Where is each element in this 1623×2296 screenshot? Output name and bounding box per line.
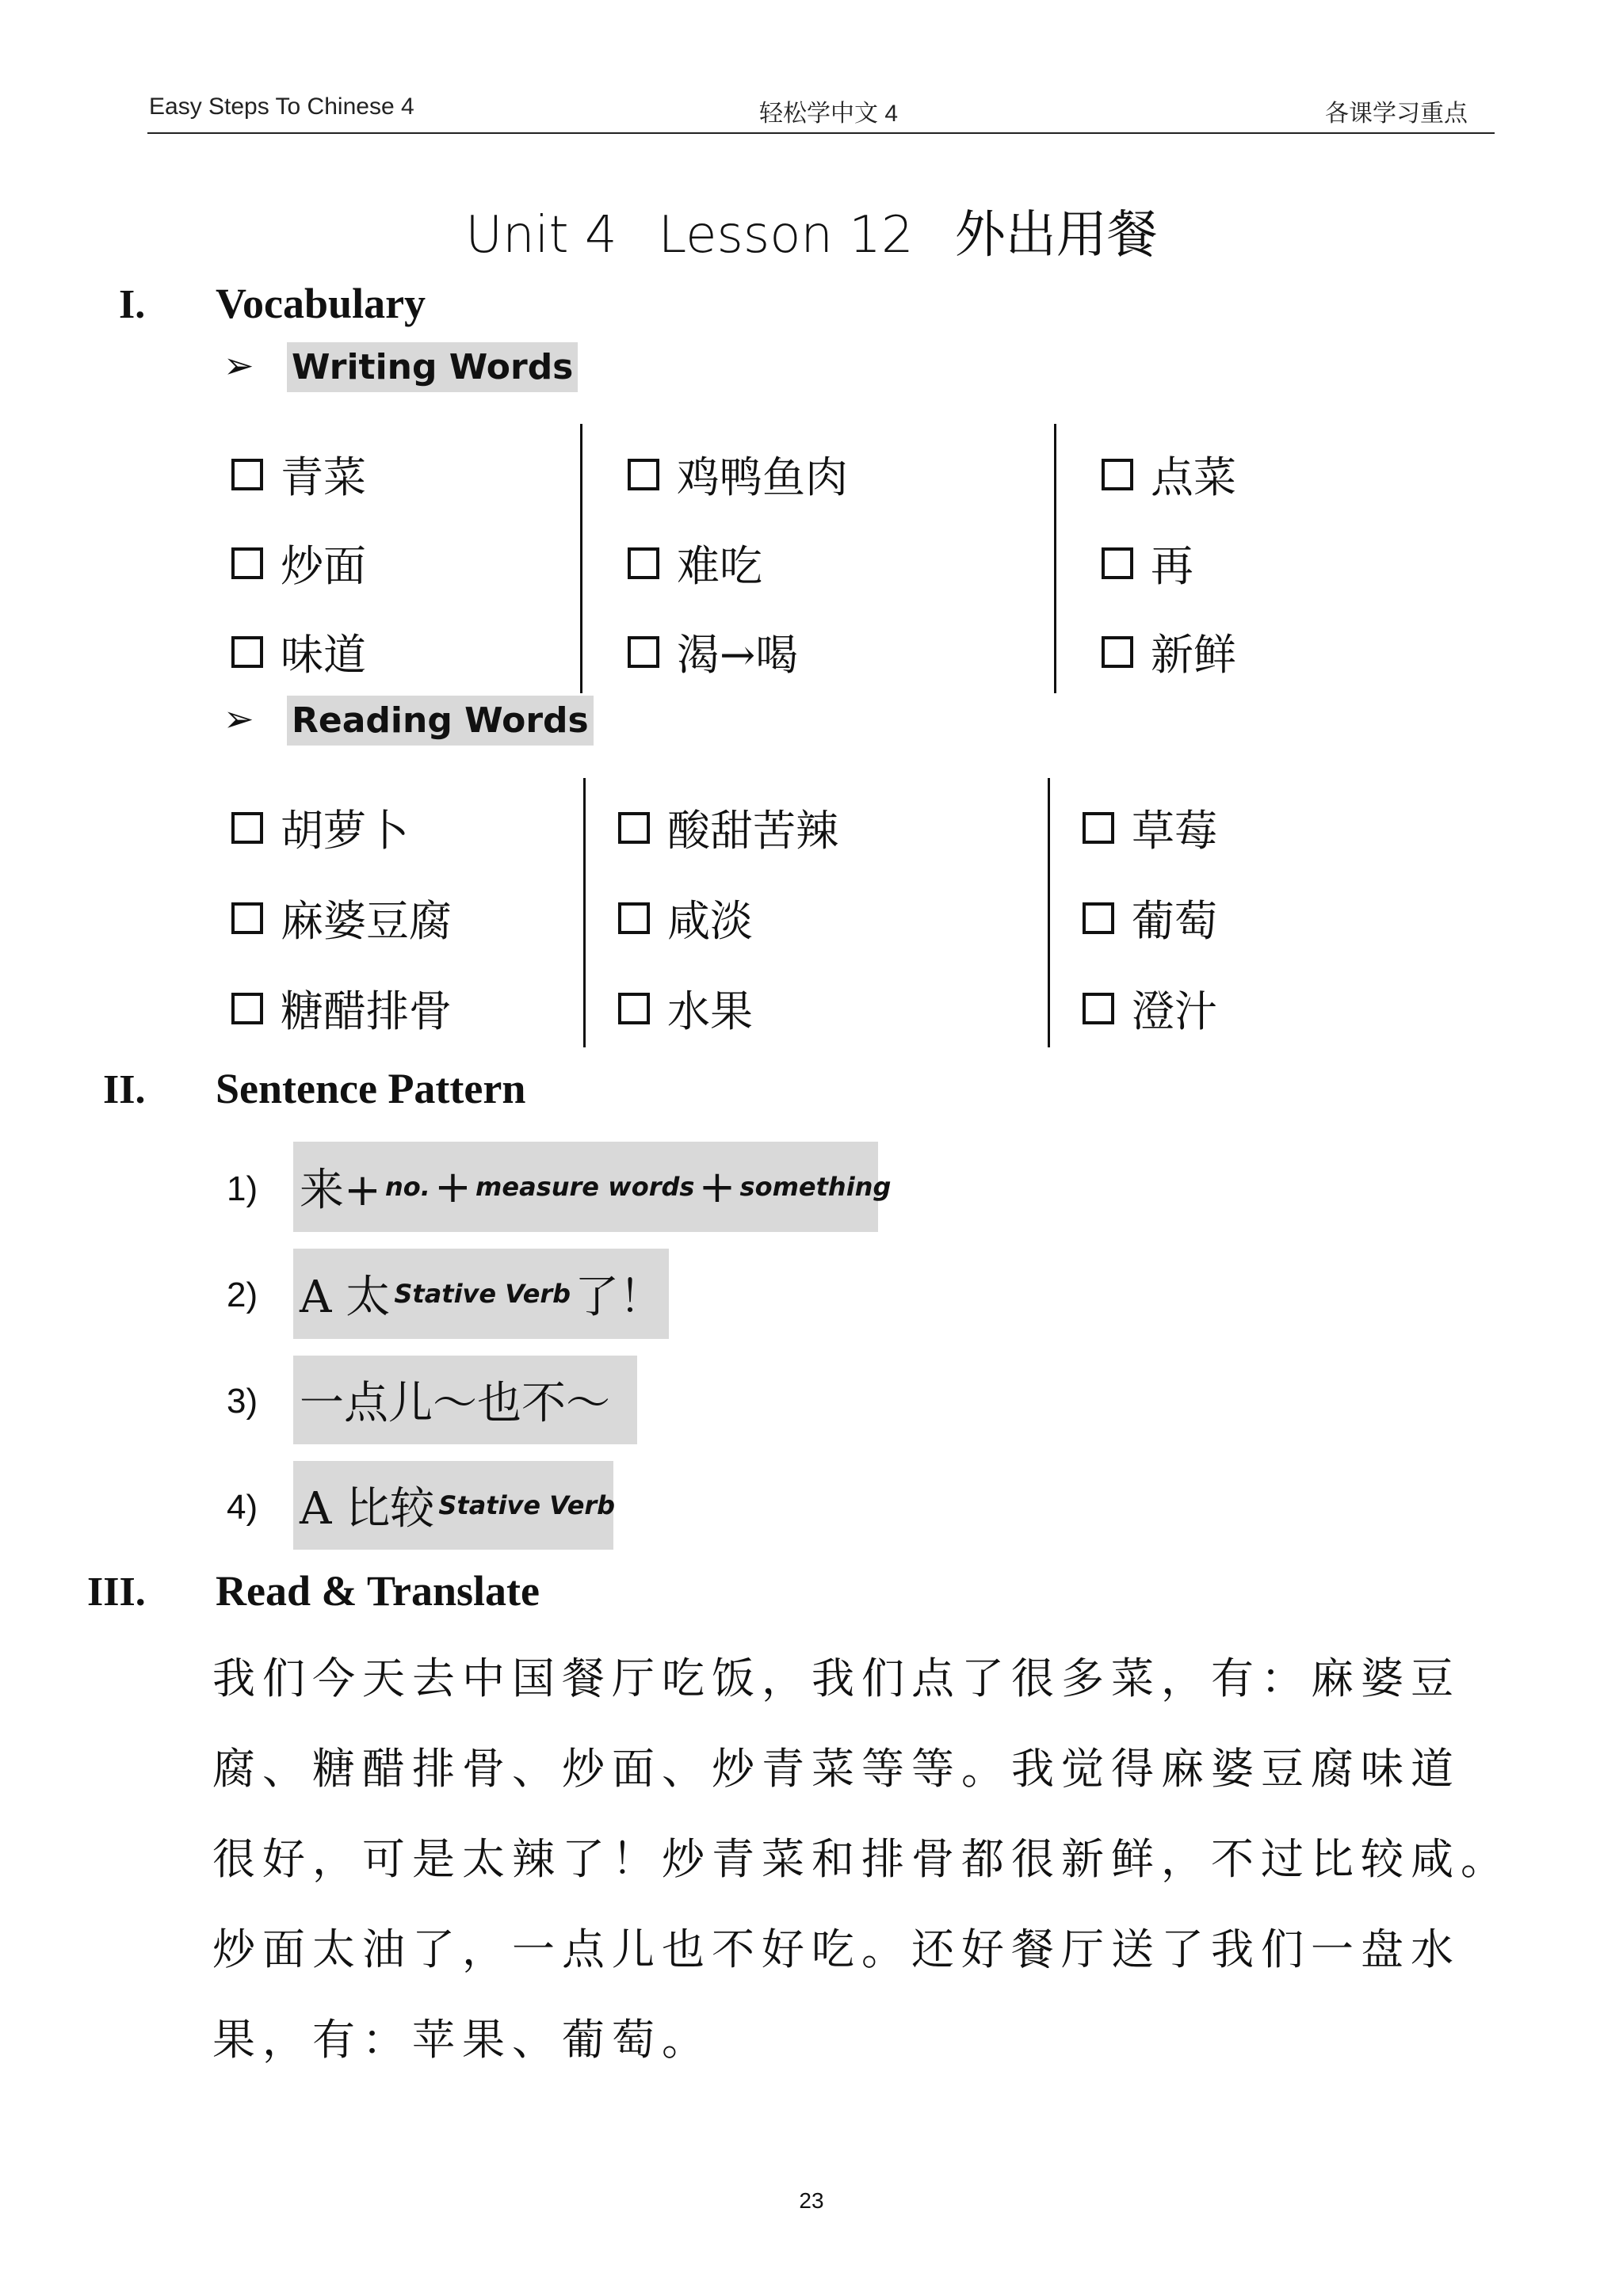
writing-word-item[interactable]: 青菜 — [231, 444, 366, 505]
checkbox-icon[interactable] — [1102, 636, 1133, 668]
writing-word-item[interactable]: 鸡鸭鱼肉 — [628, 444, 848, 505]
reading-word-item[interactable]: 澄汁 — [1083, 978, 1217, 1039]
reading-line: 果，有：苹果、葡萄。 — [212, 2015, 712, 2065]
writing-word-item[interactable]: 再 — [1102, 532, 1193, 593]
checkbox-icon[interactable] — [231, 902, 263, 934]
checkbox-icon[interactable] — [1083, 993, 1114, 1024]
writing-word-item[interactable]: 炒面 — [231, 532, 366, 593]
reading-word-item[interactable]: 葡萄 — [1083, 887, 1217, 948]
reading-word-item[interactable]: 酸甜苦辣 — [618, 797, 838, 858]
pattern-4-number: 4) — [227, 1488, 258, 1527]
checkbox-icon[interactable] — [628, 547, 659, 579]
section-2-number: II. — [103, 1067, 146, 1112]
title-topic: 外出用餐 — [954, 206, 1158, 265]
checkbox-icon[interactable] — [618, 812, 650, 844]
writing-word-item[interactable]: 味道 — [231, 621, 366, 682]
writing-word-item[interactable]: 新鲜 — [1102, 621, 1236, 682]
reading-line: 炒面太油了，一点儿也不好吃。还好餐厅送了我们一盘水 — [212, 1924, 1461, 1974]
writing-word-item[interactable]: 点菜 — [1102, 444, 1236, 505]
writing-word-item[interactable]: 难吃 — [628, 532, 762, 593]
reading-word-item[interactable]: 咸淡 — [618, 887, 753, 948]
pattern-4: A 比较 Stative Verb — [293, 1461, 613, 1550]
pattern-3: 一点儿～也不～ — [293, 1356, 637, 1444]
checkbox-icon[interactable] — [628, 459, 659, 490]
section-3-title: Read & Translate — [216, 1567, 540, 1615]
arrow-bullet-icon: ➢ — [223, 697, 254, 740]
column-divider — [580, 424, 582, 693]
reading-word-item[interactable]: 胡萝卜 — [231, 797, 409, 858]
header-divider — [147, 132, 1495, 134]
reading-words-heading: Reading Words — [287, 696, 594, 746]
page-number: 23 — [799, 2188, 824, 2213]
reading-word-item[interactable]: 麻婆豆腐 — [231, 887, 452, 948]
reading-line: 腐、糖醋排骨、炒面、炒青菜等等。我觉得麻婆豆腐味道 — [212, 1744, 1461, 1794]
pattern-3-number: 3) — [227, 1382, 258, 1421]
section-1-title: Vocabulary — [216, 280, 426, 327]
writing-words-heading: Writing Words — [287, 342, 578, 392]
title-unit: Unit 4 — [465, 206, 617, 265]
checkbox-icon[interactable] — [231, 547, 263, 579]
reading-line: 我们今天去中国餐厅吃饭，我们点了很多菜，有：麻婆豆 — [212, 1653, 1461, 1703]
pattern-1: 来+ no. + measure words + something — [293, 1142, 878, 1232]
title-lesson: Lesson 12 — [658, 206, 914, 265]
checkbox-icon[interactable] — [231, 993, 263, 1024]
header-chinese-title: 轻松学中文 4 — [759, 101, 899, 127]
page-title — [0, 194, 1623, 267]
section-1-number: I. — [119, 282, 146, 327]
checkbox-icon[interactable] — [231, 459, 263, 490]
checkbox-icon[interactable] — [628, 636, 659, 668]
checkbox-icon[interactable] — [231, 812, 263, 844]
header-section: 各课学习重点 — [1325, 101, 1468, 127]
column-divider — [1054, 424, 1056, 693]
reading-word-item[interactable]: 水果 — [618, 978, 753, 1039]
arrow-bullet-icon: ➢ — [223, 344, 254, 387]
reading-line: 很好，可是太辣了！炒青菜和排骨都很新鲜，不过比较咸。 — [212, 1834, 1510, 1884]
section-2-title: Sentence Pattern — [216, 1065, 526, 1112]
reading-word-item[interactable]: 草莓 — [1083, 797, 1217, 858]
column-divider — [1048, 778, 1050, 1047]
checkbox-icon[interactable] — [1102, 547, 1133, 579]
pattern-2: A 太 Stative Verb 了！ — [293, 1249, 669, 1339]
checkbox-icon[interactable] — [618, 993, 650, 1024]
checkbox-icon[interactable] — [231, 636, 263, 668]
checkbox-icon[interactable] — [1083, 812, 1114, 844]
reading-word-item[interactable]: 糖醋排骨 — [231, 978, 452, 1039]
checkbox-icon[interactable] — [1102, 459, 1133, 490]
section-3-number: III. — [87, 1569, 146, 1615]
checkbox-icon[interactable] — [618, 902, 650, 934]
column-divider — [583, 778, 586, 1047]
pattern-1-number: 1) — [227, 1169, 258, 1208]
pattern-2-number: 2) — [227, 1276, 258, 1314]
header-book-title: Easy Steps To Chinese 4 — [149, 93, 414, 120]
writing-word-item[interactable]: 渴→喝 — [628, 621, 798, 682]
checkbox-icon[interactable] — [1083, 902, 1114, 934]
